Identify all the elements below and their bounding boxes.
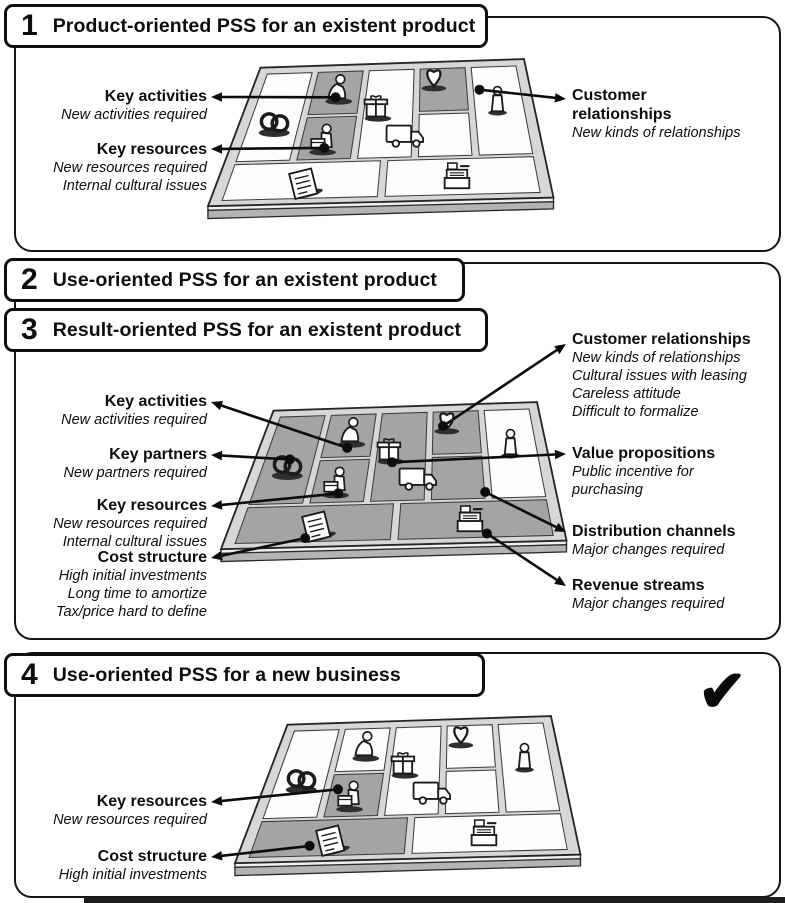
panel-title: Use-oriented PSS for an existent product: [52, 268, 438, 291]
label-title: Distribution channels: [572, 523, 736, 540]
label-note: New partners required: [63, 465, 207, 481]
label-revenue-streams: [572, 576, 724, 613]
label-key-resources: [53, 140, 207, 195]
panel-number: 1: [21, 9, 38, 42]
panel-number: 2: [21, 263, 38, 296]
label-key-partners: [64, 445, 207, 482]
label-cost-structure: [56, 548, 207, 621]
cell-channels: [418, 113, 472, 157]
panel-4-titlebox: [4, 653, 485, 697]
cell-channels: [431, 456, 485, 500]
label-distribution-channels: [572, 522, 736, 559]
label-title: Key activities: [104, 88, 207, 105]
panel-number: 3: [21, 313, 38, 346]
label-note: Internal cultural issues: [62, 534, 207, 550]
panel-title: Product-oriented PSS for an existent product: [52, 14, 476, 37]
label-note: New activities required: [61, 412, 207, 428]
label-note: Careless attitude: [572, 386, 681, 402]
label-key-activities: [61, 392, 207, 429]
label-note: New resources required: [53, 812, 207, 828]
panel-1-titlebox: [4, 4, 488, 48]
cash-register-icon: [445, 163, 470, 188]
label-cost-structure: [59, 847, 207, 884]
label-note: High initial investments: [58, 568, 207, 584]
label-title: Key resources: [96, 793, 207, 810]
business-model-canvas: [218, 393, 568, 578]
cash-register-icon: [472, 820, 497, 845]
label-title: Cost structure: [97, 549, 207, 566]
label-note: Public incentive for purchasing: [572, 464, 694, 498]
label-title: Customer relationships: [572, 87, 672, 123]
label-customer-relationships: [572, 86, 740, 142]
label-title: Key resources: [96, 497, 207, 514]
label-note: Long time to amortize: [67, 586, 207, 602]
label-title: Value propositions: [572, 445, 716, 462]
panel-title: Use-oriented PSS for a new business: [52, 663, 401, 686]
panel-1: [0, 0, 785, 260]
business-model-canvas: [205, 50, 555, 235]
label-customer-relationships: [572, 330, 751, 421]
business-model-canvas: [232, 707, 582, 892]
label-note: New resources required: [53, 160, 207, 176]
label-note: New kinds of relationships: [572, 125, 741, 141]
label-title: Key partners: [109, 446, 207, 463]
label-note: Difficult to formalize: [572, 404, 699, 420]
label-title: Customer relationships: [572, 331, 751, 348]
checkmark-icon: ✔: [698, 659, 747, 724]
label-note: Tax/price hard to define: [55, 604, 207, 620]
panel-title: Result-oriented PSS for an existent product: [52, 318, 462, 341]
label-title: Cost structure: [97, 848, 207, 865]
label-note: Internal cultural issues: [62, 178, 207, 194]
label-note: New resources required: [53, 516, 207, 532]
label-title: Revenue streams: [572, 577, 705, 594]
cash-register-icon: [458, 506, 483, 531]
scan-edge: [84, 897, 785, 903]
label-note: Cultural issues with leasing: [572, 368, 747, 384]
panel-2-titlebox: [4, 258, 465, 302]
label-title: Key resources: [96, 141, 207, 158]
panel-number: 4: [21, 658, 38, 691]
label-note: Major changes required: [572, 542, 725, 558]
panel-3-titlebox: [4, 308, 488, 352]
label-note: New kinds of relationships: [572, 350, 741, 366]
label-title: Key activities: [104, 393, 207, 410]
label-key-activities: [61, 87, 207, 124]
label-value-propositions: [572, 444, 715, 499]
label-note: Major changes required: [572, 596, 725, 612]
label-note: New activities required: [61, 107, 207, 123]
panel-2-3: [0, 256, 785, 645]
cell-channels: [445, 770, 499, 814]
panel-4: [0, 645, 785, 903]
label-note: High initial investments: [58, 867, 207, 883]
label-key-resources: [53, 792, 207, 829]
label-key-resources: [53, 496, 207, 551]
